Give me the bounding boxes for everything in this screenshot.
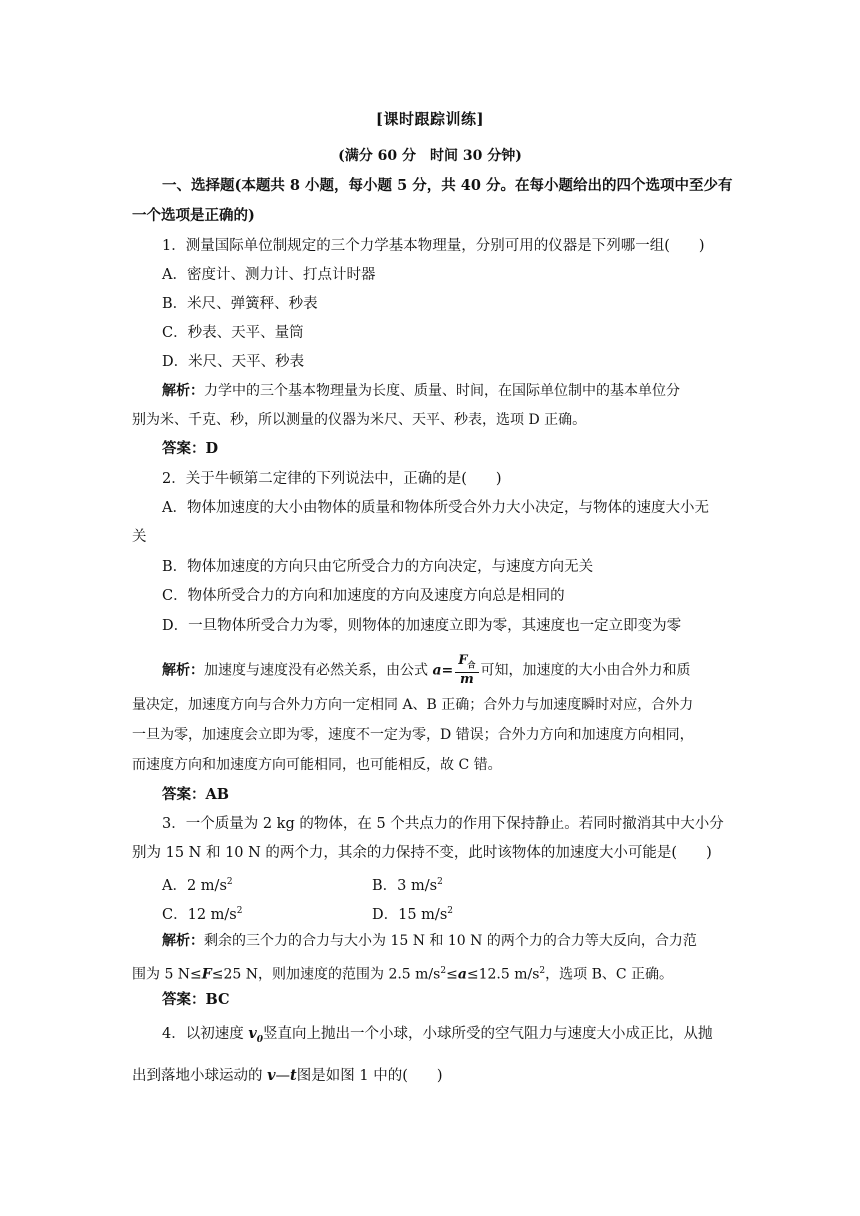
q3-options-row1 [162, 872, 732, 896]
q3-stem-line1: 3．一个质量为 2 kg 的物体，在 5 个共点力的作用下保持静止。若同时撤消其中大小分 [162, 816, 724, 832]
q3-analysis-text1: 剩余的三个力的合力与大小为 15 N 和 10 N 的两个力的合力等大反向，合力范 [204, 933, 697, 949]
q3-analysis-label: 解析： [162, 933, 204, 949]
page-subtitle: (满分 60 分 时间 30 分钟) [338, 148, 522, 164]
q3-answer: 答案：BC [162, 991, 230, 1008]
formula-equals: = [441, 662, 454, 679]
q2-option-c: C．物体所受合力的方向和加速度的方向及速度方向总是相同的 [162, 588, 565, 604]
section-heading-line1: 一、选择题(本题共 8 小题，每小题 5 分，共 40 分。在每小题给出的四个选项中至少有 [162, 177, 733, 194]
q2-analysis-line4: 而速度方向和加速度方向可能相同，也可能相反，故 C 错。 [132, 757, 502, 773]
q3-option-b: B．3 $m/s^2$ [372, 877, 443, 894]
formula-fraction [455, 654, 478, 687]
q3-option-a: A．2 $m/s^2$ [162, 877, 233, 894]
q2-analysis-line1 [162, 654, 732, 687]
q4-stem-line2: 出到落地小球运动的 v—t图是如图 1 中的( ) [132, 1067, 443, 1084]
q2-option-a-line1: A．物体加速度的大小由物体的质量和物体所受合外力大小决定，与物体的速度大小无 [162, 500, 709, 516]
q1-analysis-text1: 力学中的三个基本物理量为长度、质量、时间，在国际单位制中的基本单位分 [204, 383, 680, 399]
q1-option-a: A．密度计、测力计、打点计时器 [162, 267, 376, 283]
q3-option-c: C．12 $m/s^2$ [162, 906, 243, 923]
formula-sub: 合 [467, 659, 476, 670]
q1-option-c: C．秒表、天平、量筒 [162, 325, 304, 341]
page-title: [课时跟踪训练] [375, 110, 485, 128]
q2-analysis-text1b: 可知，加速度的大小由合外力和质 [480, 662, 691, 679]
formula-numerator [455, 654, 478, 673]
q2-stem: 2．关于牛顿第二定律的下列说法中，正确的是( ) [162, 471, 502, 487]
q2-analysis-line3: 一旦为零，加速度会立即为零，速度不一定为零，D 错误；合外力方向和加速度方向相同， [132, 727, 694, 743]
q3-stem-line2: 别为 15 N 和 10 N 的两个力，其余的力保持不变，此时该物体的加速度大小可能是( ) [132, 845, 712, 861]
q1-stem: 1．测量国际单位制规定的三个力学基本物理量，分别可用的仪器是下列哪一组( ) [162, 238, 705, 254]
q3-analysis-line2: 围为 5 N≤F≤25 N，则加速度的范围为 2.5 $m/s^2\le a\le 12.5$ $m/s^2$，选项 B、C 正确。 [132, 966, 674, 983]
formula-f: F [458, 653, 468, 668]
q2-analysis-text1a: 加速度与速度没有必然关系，由公式 [204, 662, 433, 679]
q1-answer: 答案：D [162, 440, 219, 457]
q2-analysis-line2: 量决定，加速度方向与合外力方向一定相同 A、B 正确；合外力与加速度瞬时对应，合外力 [132, 697, 694, 713]
formula-denominator: m [460, 671, 474, 687]
q1-analysis-label: 解析： [162, 383, 204, 399]
q1-analysis-line1 [162, 381, 732, 401]
q1-analysis-line2: 别为米、千克、秒，所以测量的仪器为米尺、天平、秒表，选项 D 正确。 [132, 412, 587, 428]
q3-option-d: D．15 $m/s^2$ [372, 906, 453, 923]
q4-stem-line1: 4．以初速度 $v_0$竖直向上抛出一个小球，小球所受的空气阻力与速度大小成正比，从抛 [162, 1025, 713, 1045]
q2-option-b: B．物体加速度的方向只由它所受合力的方向决定，与速度方向无关 [162, 559, 594, 575]
formula-a: a [432, 662, 442, 679]
q3-analysis-line1 [162, 931, 732, 951]
q2-analysis-label: 解析： [162, 662, 204, 679]
q1-option-b: B．米尺、弹簧秤、秒表 [162, 296, 318, 312]
q1-option-d: D．米尺、天平、秒表 [162, 354, 305, 370]
q2-answer: 答案：AB [162, 786, 230, 803]
section-heading-line2: 一个选项是正确的) [132, 207, 255, 224]
q3-options-row2 [162, 901, 732, 925]
q2-option-a-line2: 关 [132, 529, 147, 545]
q2-option-d: D．一旦物体所受合力为零，则物体的加速度立即为零，其速度也一定立即变为零 [162, 618, 682, 634]
